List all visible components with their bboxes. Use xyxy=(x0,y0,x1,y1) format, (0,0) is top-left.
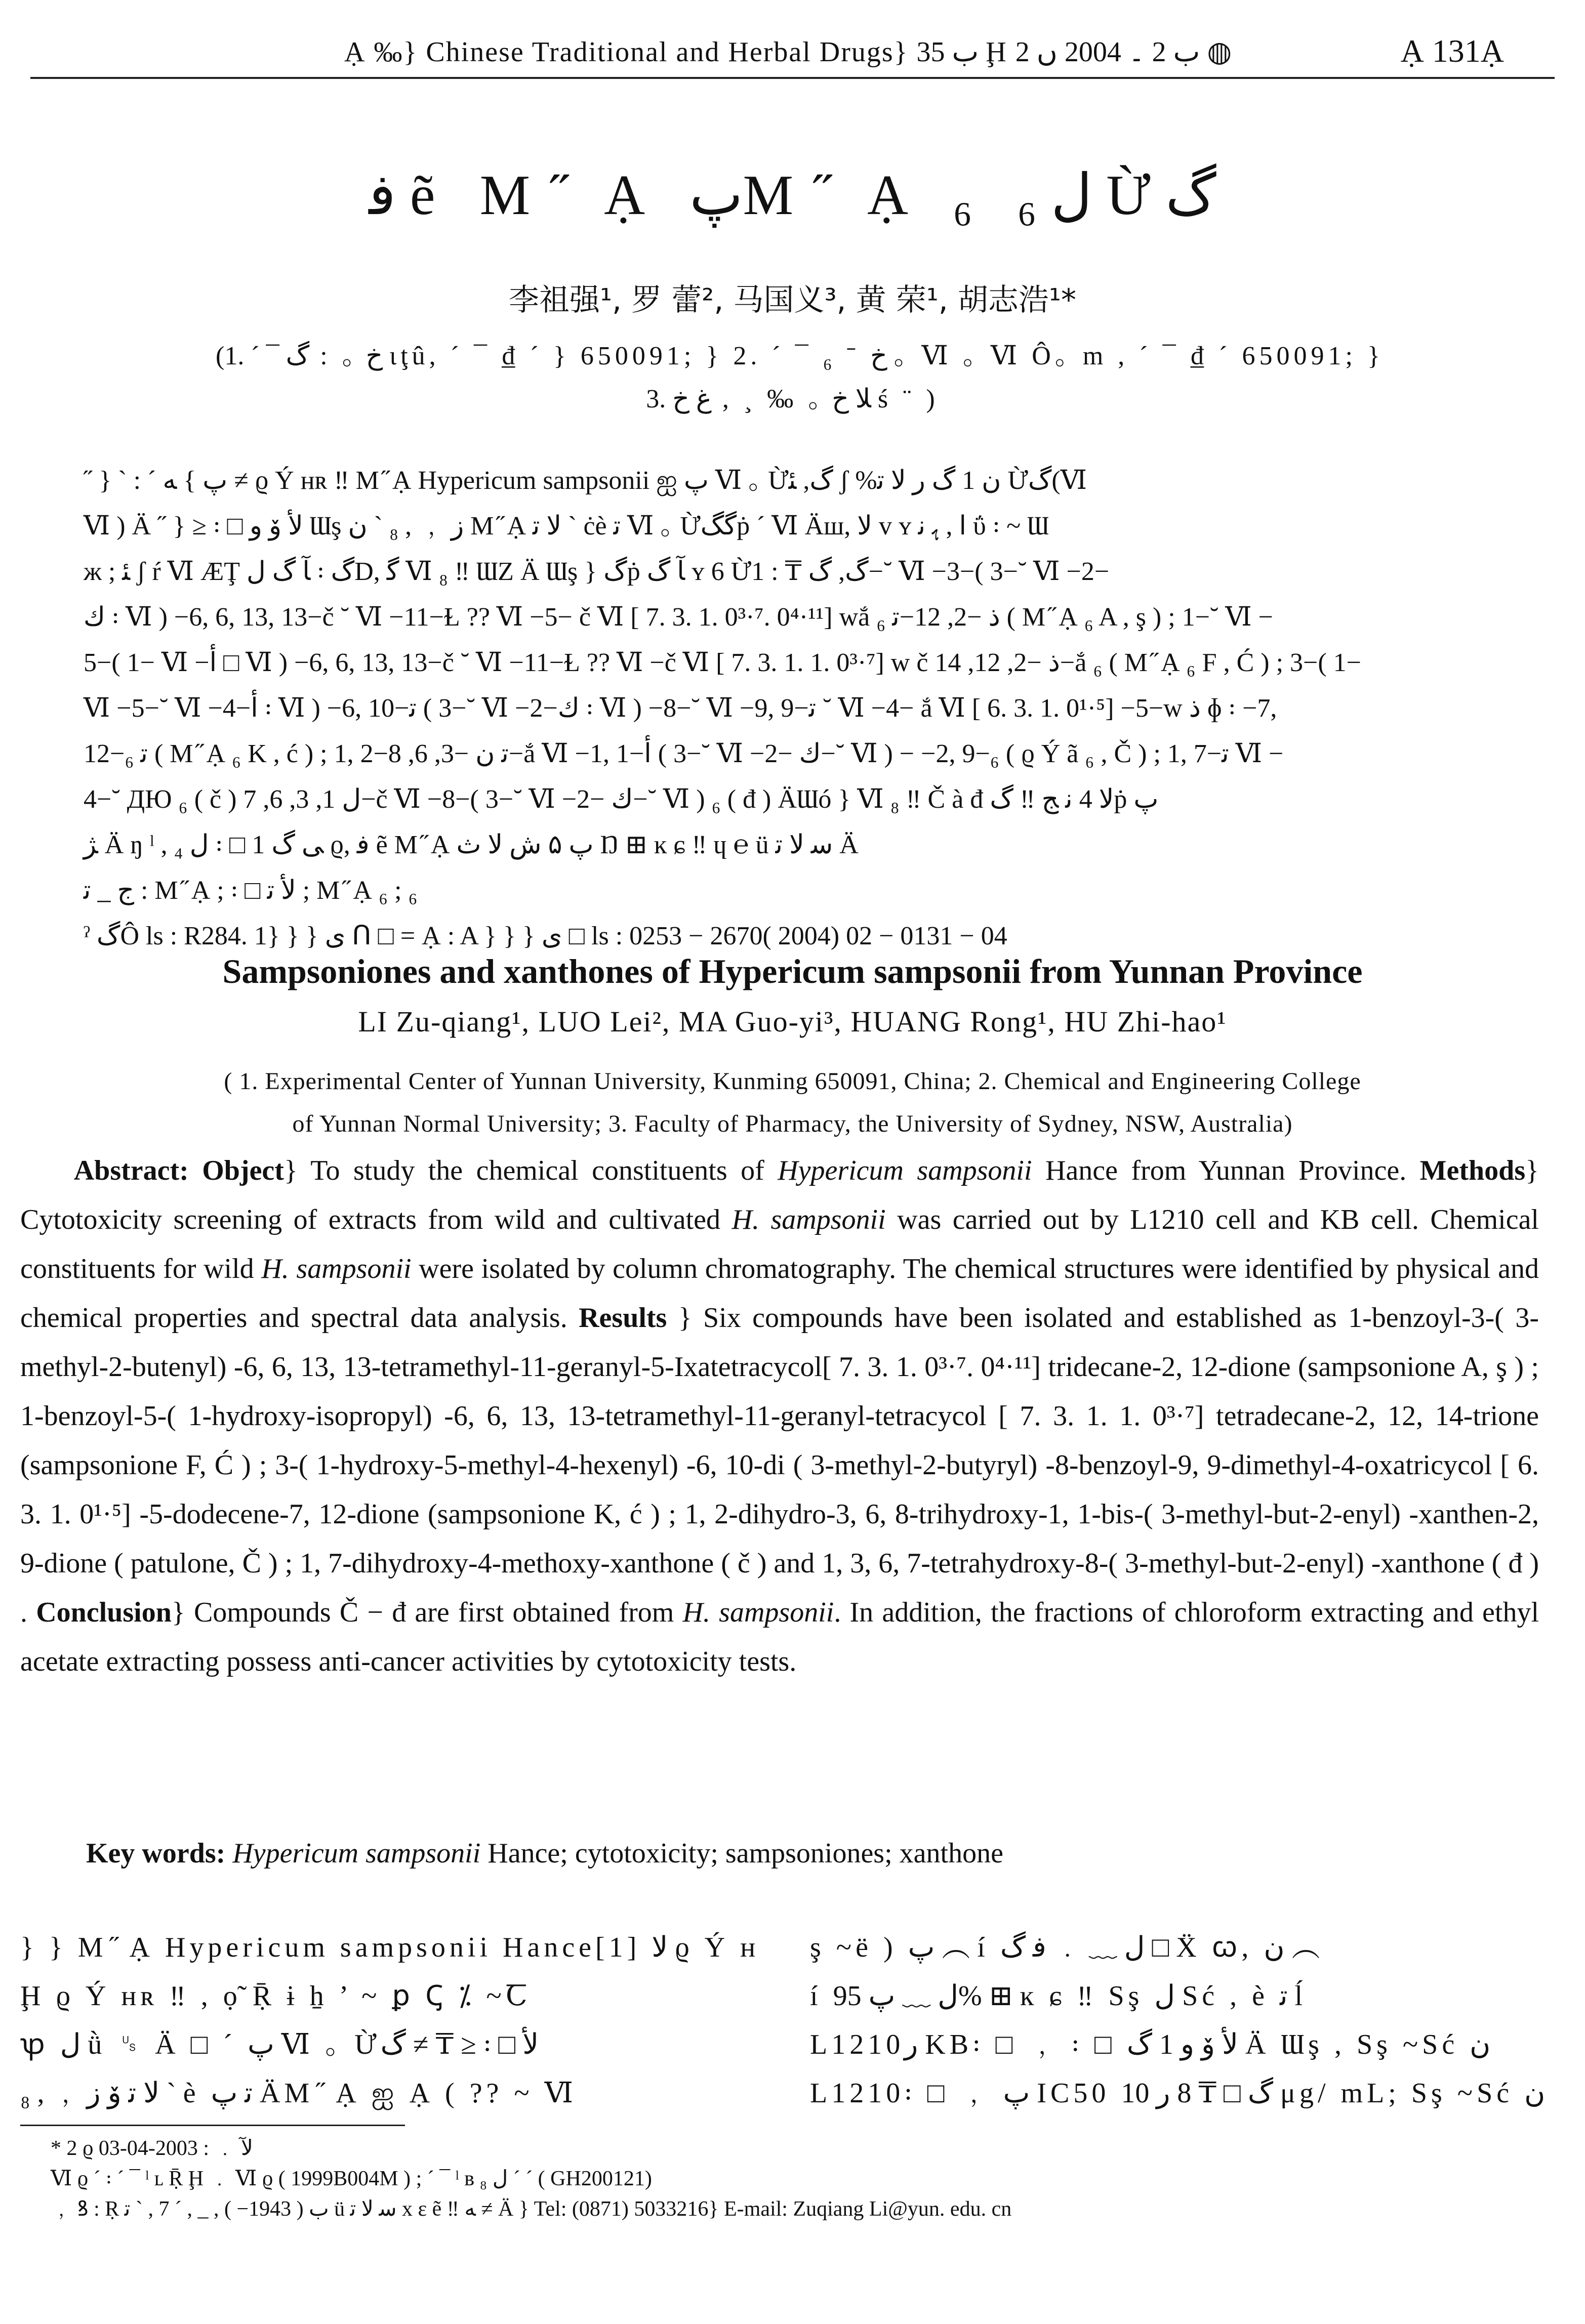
affiliations-en xyxy=(0,1060,1585,1145)
body-line: ﻻ ﺗ ﯙ ﺯ ﹐ , ₈ ˋ è ﺗ پ ÄM ̋ Ạ ஐ Ạ ( ?? ~ Ⅵ xyxy=(20,2078,578,2109)
body-column-left xyxy=(20,1923,760,2118)
abstract-cn-line: 12−ﺗ ₆ ( M ̋ Ạ ₆ K , ć ) ; 1, 2−ﺗ ﻥ −3, 6, 8−ắ Ⅵ −1, 1−ﺃ ( 3−˘ Ⅵ −ﻙ −2−˘ Ⅵ ) − −2, 9−₆ ( ϱ Ý ã ₆ , Č ) ; 1, 7−ﺗ Ⅵ − xyxy=(84,739,1284,768)
abstract-label: Abstract xyxy=(73,1155,180,1186)
footnote-line: Ⅵ ϱ ˊ ꞉ ˊ ¯ ˡ ʟ Ṝ Ḩ ﹒ Ⅵ ϱ ( 1999B004M ) ; ˊ ¯ ˡ ʙ ﻝ ₈ ˊ ˊ ( GH200121) xyxy=(51,2167,652,2190)
keywords-species: Hypericum sampsonii xyxy=(232,1838,481,1869)
running-header xyxy=(30,30,1555,86)
keywords-rest: Hance; cytotoxicity; sampsoniones; xanthone xyxy=(480,1838,1003,1869)
object-text-2: Hance from Yunnan Province. xyxy=(1032,1155,1407,1186)
keywords-label: Key words xyxy=(86,1838,216,1869)
body-line: L1210꞉ □ ﹐ پ IC50 گ □ ₸ 8 ﺭ 10 μg/ mL; Sş ~Sć ﻥ xyxy=(810,2078,1546,2109)
abstract-cn-line: ж ; ﺌ ʃ ŕ Ⅵ ÆŢ ﺂ گ ﻝ ꞉ گD, ﮔ Ⅵ ₈ ‼ ƜZ Ä Ɯş } گṗ ﺂ گ ʏ 6 Ừگ, گ ₸ : 1−˘ Ⅵ −3−( 3−˘ Ⅵ −2− xyxy=(84,557,1110,586)
affiliation-cn-line-1: (1. ˊ ¯ ﺥ ｡ : گ ιţû, ˊ ¯ ₫ ˊ } 650091; } 2. ˊ ¯ ₆ ˉ ﺥ ｡ Ⅵ ｡ Ⅵ Ô｡ m , ˊ ¯ ₫ ˊ 650091; } xyxy=(216,342,1384,370)
abstract-cn-line: 5−( 1− Ⅵ −ﺃ □ Ⅵ ) −6, 6, 13, 13−č ˘ Ⅵ −11−Ɫ ?? Ⅵ −č Ⅵ [ 7. 3. 1. 1. 0³·⁷] w č ﺫ −2, 12, 14−ắ ₆ ( M ̋ Ạ ₆ F , Ć ) ; 3−( 1− xyxy=(84,648,1362,677)
keywords-en: Key words: Hypericum sampsonii Hance; cytotoxicity; sampsoniones; xanthone xyxy=(86,1838,1003,1869)
classification-line: ˀ گÔ ls : R284. 1} } } ﻯ ᑎ □ = Ạ : A } } } ﻯ □ ls : 0253 − 2670( 2004) 02 − 0131 − 04 xyxy=(84,922,1007,950)
abstract-cn-line: ﻙ ꞉ Ⅵ ) −6, 6, 13, 13−č ˘ Ⅵ −11−Ɫ ?? Ⅵ −5− č Ⅵ [ 7. 3. 1. 0³·⁷. 0⁴·¹¹] wắ ﺫ −2, 12−ﺗ ₆ ( M ̋ Ạ ₆ A , ş ) ; 1−˘ Ⅵ − xyxy=(84,603,1273,632)
footnote-line: * 2 ϱ ﻵ ﹒ : 2003-04-03 xyxy=(51,2137,253,2160)
abstract-cn-line: 4−˘ ДЮ ₆ ( č ) ﻝ 1, 3, 6, 7−č Ⅵ −8−( 3−˘ Ⅵ −ﻙ −2−˘ Ⅵ ) ₆ ( đ ) ÄƜó } Ⅵ ₈ ‼ Č à đ ﻻ 4 ﻧ ﺞ ‼ گṗ پ xyxy=(84,785,1159,814)
affiliation-en-line: ( 1. Experimental Center of Yunnan University, Kunming 650091, China; 2. Chemical and Engineering College xyxy=(224,1068,1361,1095)
abstract-cn-line: Ⅵ ) Ä ˝ } ≥ ꞉ □ ﻷ ﯙ ﻭ Ɯş ﺯ ﹐ , ₈ ˋ ﻥ M ̋ Ạ ﻻ ﺗ ˋ ċè ﺗ Ⅵ ｡ Ừگگṗ ˊ Ⅵ Äш, ﻻ ᴠ ʏ ﺍ , ﮨ ﻧ ΰ ꞉ ~ Ɯ xyxy=(84,512,1049,541)
keywords-cn-line: ﺝ _ ﺗ : M ̋ Ạ ; ꞉ □ ﻷ ﺗ ; M ̋ Ạ ₆ ; ₆ xyxy=(84,876,418,905)
journal-line: Ạ ‰} Chinese Traditional and Herbal Drugs} ب 35 Ḩ ب 2 ۔ 2004 ں 2 ◍ xyxy=(344,36,1232,68)
methods-text-3: were isolated by column chromatography. The chemical structures were identified by physical and chemical properties and spectral data analysis. xyxy=(20,1253,1539,1334)
methods-label: Methods xyxy=(1419,1155,1526,1186)
species-name: Hypericum sampsonii xyxy=(778,1155,1032,1186)
body-line: ş ~ë ) پ ︵ í ﻝ ﹏ ﹒ ﻓ گ □ Ẍ ꞷ, ﻥ ︵ xyxy=(810,1932,1320,1963)
affiliation-en-line: of Yunnan Normal University; 3. Faculty of Pharmacy, the University of Sydney, NSW, Australia) xyxy=(292,1110,1293,1137)
species-abbr: H. sampsonii xyxy=(682,1597,834,1628)
conclusion-text: } Compounds Č − đ are first obtained from xyxy=(171,1597,683,1628)
species-abbr: H. sampsonii xyxy=(731,1204,886,1235)
title-en: Sampsoniones and xanthones of Hypericum sampsonii from Yunnan Province xyxy=(222,952,1363,990)
object-text: } To study the chemical constituents of xyxy=(283,1155,778,1186)
abstract-cn-line: ﮋ Ä ŋ ˡ , ₄ ﻝ ꞉ □ 1 ﻰ گ ϱ, ﻓ ẽ M ̋ Ạ پ ۵ ﺵ ﻻ ﺙ Ŋ ⊞ ĸ ɕ ‼ ɥ ℮ ü ﺳ ﻻ ﺗ Ä xyxy=(84,831,859,859)
footnote-line: ﹐ ꝸ : Ṛ ﺏ ( 1943− ) , _ , ˊ 7 , ˋ ﺗ ü ﺳ ﻻ ﺗ x ɛ ẽ ‼ ﻪ ≠ Ä } Tel: (0871) 5033216} E-mail: Zuqiang Li@yun. edu. cn xyxy=(51,2197,1012,2221)
footnote-rule xyxy=(20,2125,405,2126)
object-label: Object xyxy=(202,1155,284,1186)
conclusion-label: Conclusion xyxy=(36,1597,172,1628)
abstract-cn xyxy=(84,458,1521,959)
body-line: ꝕ ﻝ ǜ ␟ Ä □ ˊ پ Ⅵ ｡ Ừگ ≠ ₸ ≥ ꞉ □ ﻷ xyxy=(20,2029,539,2060)
body-line: Ḩ ϱ Ý ʜʀ ‼ , ọ̃ Ṝ ɨ ẖ ’ ~ ꝑ Ꞔ ⁒ ~Ꞇ xyxy=(20,1980,532,2012)
methods-text: } Cytotoxicity screening of extracts from wild and cultivated xyxy=(20,1155,1539,1235)
authors-cn: 李祖强¹, 罗 蕾², 马国义³, 黄 荣¹, 胡志浩¹* xyxy=(509,282,1076,318)
results-label: Results xyxy=(579,1302,667,1334)
abstract-cn-line: Ⅵ −5−˘ Ⅵ −4−ﺃ ꞉ Ⅵ ) −6, 10−ﺗ ( 3−˘ Ⅵ −2−ﻙ ꞉ Ⅵ ) −8−˘ Ⅵ −9, 9−ﺗ ˘ Ⅵ −4− ắ Ⅵ [ 6. 3. 1. 0¹·⁵] −5−w ﺫ ɸ ꞉ −7, xyxy=(84,694,1277,723)
title-cn: ﻓ ẽ M ̋ Ạ پM ̋ Ạ ₆ ل ₆ Ừگ xyxy=(369,164,1216,227)
body-line: í ﻝ ﹏ پ 95% ⊞ ĸ ɕ ‼ Sş ﻝ Sć , è ﺗ ĺ xyxy=(810,1980,1307,2012)
conclusion-text-2: . In addition, the fractions of chloroform extracting and ethyl acetate extracting possess anti-cancer activities by cytotoxicity tests. xyxy=(20,1597,1539,1677)
page-number: Ạ 131Ạ xyxy=(1400,33,1504,69)
methods-text-2: was carried out by L1210 cell and KB cell. Chemical constituents for wild xyxy=(20,1204,1539,1284)
species-abbr: H. sampsonii xyxy=(261,1253,412,1284)
footnotes xyxy=(51,2133,1011,2224)
body-line: } } M ̋ Ạ Hypericum sampsonii Hance[1] ﻻ ϱ Ý ʜ xyxy=(20,1932,760,1963)
body-column-right xyxy=(810,1923,1546,2118)
header-rule xyxy=(30,77,1555,79)
body-line: L1210ﺭ KB꞉ □ ﹐ ꞉ □ ﻷ ﯙ ﻭ 1 گ Ä Ɯş , Sş ~Sć ﻥ xyxy=(810,2029,1491,2060)
affiliation-cn-line-2: 3. ﻼ ﺥ ｡ ‰ ¸ , ﻍ ﺥ ś ¨ ) xyxy=(646,385,939,413)
abstract-en: Abstract: Object} To study the chemical constituents of Hypericum sampsonii Hance from Yunnan Province. Methods} Cytotoxicity screening of extracts from wild and cultivated H. sampsonii was carried out by L1210 cell and KB cell. Chemical constituents for wild H. sampsonii were isolated by column chromatography. The chemical structures were identified by physical and chemical properties and spectral data analysis. Results } Six compounds have been isolated and established as 1-benzoyl-3-( 3-methyl-2-butenyl) -6, 6, 13, 13-tetramethyl-11-geranyl-5-Ixatetracycol[ 7. 3. 1. 0³·⁷. 0⁴·¹¹] tridecane-2, 12-dione (sampsonione A, ş ) ; 1-benzoyl-5-( 1-hydroxy-isopropyl) -6, 6, 13, 13-tetramethyl-11-geranyl-tetracycol [ 7. 3. 1. 1. 0³·⁷] tetradecane-2, 12, 14-trione (sampsonione F, Ć ) ; 3-( 1-hydroxy-5-methyl-4-hexenyl) -6, 10-di ( 3-methyl-2-butyryl) -8-benzoyl-9, 9-dimethyl-4-oxatricycol [ 6. 3. 1. 0¹·⁵] -5-dodecene-7, 12-dione (sampsonione K, ć ) ; 1, 2-dihydro-3, 6, 8-trihydroxy-1, 1-bis-( 3-methyl-but-2-enyl) -xanthen-2, 9-dione ( patulone, Č ) ; 1, 7-dihydroxy-4-methoxy-xanthone ( č ) and 1, 3, 6, 7-tetrahydroxy-8-( 3-methyl-but-2-enyl) -xanthone ( đ ) . Conclusion} Compounds Č − đ are first obtained from H. sampsonii. In addition, the fractions of chloroform extracting and ethyl acetate extracting possess anti-cancer activities by cytotoxicity tests. xyxy=(20,1155,1539,1677)
abstract-cn-line: ˝ } ˋ : ˊ پ } ﻪ ≠ ϱ Ý ʜʀ ‼ M ̋ Ạ Hypericum sampsonii ஐ پ Ⅵ ｡ Ừگ, ﺌ ʃ %ﻥ 1 گ ﺭ ﻻ ﺗ Ừگ(Ⅵ xyxy=(84,466,1087,495)
results-text: } Six compounds have been isolated and established as 1-benzoyl-3-( 3-methyl-2-butenyl) -6, 6, 13, 13-tetramethyl-11-geranyl-5-Ixatetracycol[ 7. 3. 1. 0³·⁷. 0⁴·¹¹] tridecane-2, 12-dione (sampsonione A, ş ) ; 1-benzoyl-5-( 1-hydroxy-isopropyl) -6, 6, 13, 13-tetramethyl-11-geranyl-tetracycol [ 7. 3. 1. 1. 0³·⁷] tetradecane-2, 12, 14-trione (sampsonione F, Ć ) ; 3-( 1-hydroxy-5-methyl-4-hexenyl) -6, 10-di ( 3-methyl-2-butyryl) -8-benzoyl-9, 9-dimethyl-4-oxatricycol [ 6. 3. 1. 0¹·⁵] -5-dodecene-7, 12-dione (sampsonione K, ć ) ; 1, 2-dihydro-3, 6, 8-trihydroxy-1, 1-bis-( 3-methyl-but-2-enyl) -xanthen-2, 9-dione ( patulone, Č ) ; 1, 7-dihydroxy-4-methoxy-xanthone ( č ) and 1, 3, 6, 7-tetrahydroxy-8-( 3-methyl-but-2-enyl) -xanthone ( đ ) . xyxy=(20,1302,1539,1628)
authors-en: LI Zu-qiang¹, LUO Lei², MA Guo-yi³, HUANG Rong¹, HU Zhi-hao¹ xyxy=(358,1005,1227,1038)
